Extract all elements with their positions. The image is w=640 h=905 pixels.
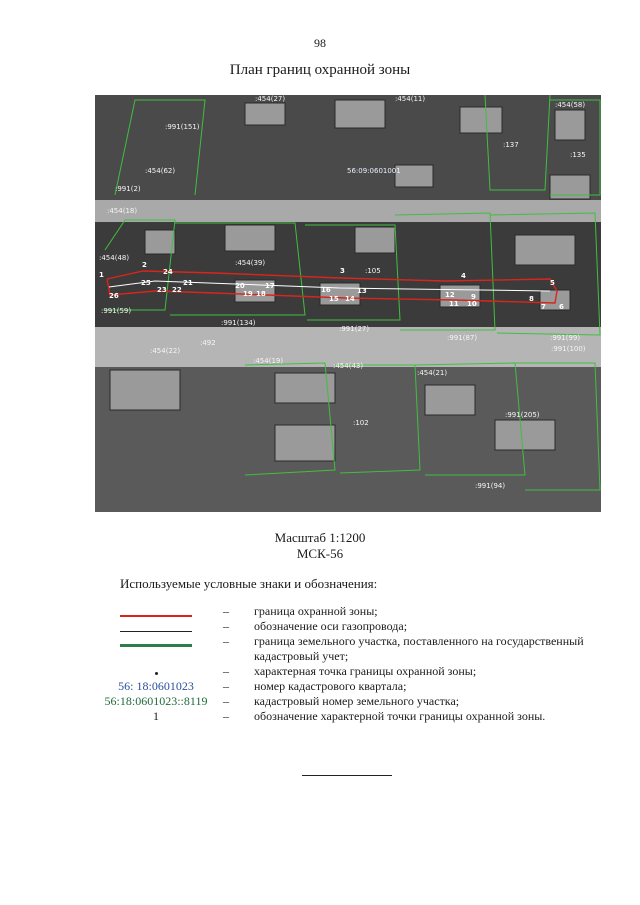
- parcel-label: :991(99): [550, 334, 581, 342]
- point-label: 11: [449, 300, 459, 308]
- legend-symbol-quarter: 56: 18:0601023: [118, 679, 194, 693]
- point-label: 19: [243, 290, 253, 298]
- point-label: 5: [550, 279, 555, 287]
- legend-row: [96, 619, 616, 634]
- legend-symbol-point-number: 1: [153, 709, 159, 723]
- parcel-label: :454(43): [333, 362, 364, 370]
- legend-dash: –: [223, 634, 229, 648]
- map-scale: [0, 530, 640, 562]
- legend-dash: –: [223, 694, 229, 708]
- parcel-label: :454(62): [145, 167, 176, 175]
- legend-row: [96, 634, 616, 664]
- parcel-label: :991(151): [165, 123, 200, 131]
- legend-symbol-boundary: [96, 604, 216, 619]
- parcel-label: :991(134): [221, 319, 256, 327]
- page-number: 98: [314, 36, 326, 50]
- point-label: 7: [541, 303, 546, 311]
- parcel-label: :454(58): [555, 101, 586, 109]
- point-label: 13: [357, 287, 367, 295]
- point-label: 9: [471, 293, 476, 301]
- parcel-label: :454(22): [150, 347, 181, 355]
- point-label: 24: [163, 268, 173, 276]
- legend-text: граница охранной зоны;: [254, 604, 378, 618]
- parcel-label: :135: [570, 151, 586, 159]
- legend-title: Используемые условные знаки и обозначения:: [120, 576, 378, 591]
- legend-row: [96, 709, 616, 724]
- parcel-label: :991(87): [447, 334, 478, 342]
- legend-text: обозначение характерной точки границы охранной зоны.: [254, 709, 546, 723]
- point-label: 21: [183, 279, 193, 287]
- point-label: 2: [142, 261, 147, 269]
- legend-text: обозначение оси газопровода;: [254, 619, 408, 633]
- point-label: 18: [256, 290, 266, 298]
- legend-dash: –: [223, 604, 229, 618]
- parcel-label: :492: [200, 339, 216, 347]
- point-label: 8: [529, 295, 534, 303]
- legend-dash: –: [223, 664, 229, 678]
- legend-row: [96, 664, 616, 679]
- legend-symbol-point: [96, 664, 216, 679]
- legend-symbol-parcel: [96, 634, 216, 649]
- legend-symbol-cadastral: 56:18:0601023::8119: [104, 694, 208, 708]
- parcel-label: :105: [365, 267, 381, 275]
- parcel-label: :454(19): [253, 357, 284, 365]
- parcel-label: :137: [503, 141, 519, 149]
- point-label: 14: [345, 295, 355, 303]
- parcel-label: :454(18): [107, 207, 138, 215]
- legend-text: характерная точка границы охранной зоны;: [254, 664, 477, 678]
- parcel-label: :454(11): [395, 95, 426, 103]
- scale-text: Масштаб 1:1200: [274, 530, 366, 545]
- legend-row: [96, 679, 616, 694]
- parcel-label: :991(27): [339, 325, 370, 333]
- point-label: 3: [340, 267, 345, 275]
- parcel-label: :991(100): [551, 345, 586, 353]
- legend-text: кадастровый номер земельного участка;: [254, 694, 460, 708]
- legend-dash: –: [223, 679, 229, 693]
- parcel-label: :454(27): [255, 95, 286, 103]
- legend-text: номер кадастрового квартала;: [254, 679, 407, 693]
- map-canvas: [95, 95, 601, 512]
- point-label: 15: [329, 295, 339, 303]
- legend-text: граница земельного участка, поставленного на государственный кадастровый учет;: [254, 634, 584, 663]
- point-label: 25: [141, 279, 151, 287]
- legend-symbol-axis: [96, 619, 216, 634]
- point-label: 17: [265, 282, 275, 290]
- aerial-map: [95, 95, 601, 512]
- point-label: 4: [461, 272, 466, 280]
- parcel-label: :102: [353, 419, 369, 427]
- legend-dash: –: [223, 619, 229, 633]
- crs-text: МСК-56: [296, 546, 344, 561]
- legend: [96, 604, 616, 724]
- parcel-label: :991(94): [475, 482, 506, 490]
- parcel-label: :991(2): [115, 185, 141, 193]
- point-label: 12: [445, 291, 455, 299]
- point-label: 23: [157, 286, 167, 294]
- legend-row: [96, 604, 616, 619]
- point-label: 1: [99, 271, 104, 279]
- parcel-label: :454(21): [417, 369, 448, 377]
- point-label: 6: [559, 303, 564, 311]
- page-title: План границ охранной зоны: [229, 62, 411, 78]
- parcel-label: :454(39): [235, 259, 266, 267]
- point-label: 20: [235, 282, 245, 290]
- footer-rule: [302, 775, 392, 776]
- parcel-label: :991(205): [505, 411, 540, 419]
- parcel-label: :991(59): [101, 307, 132, 315]
- legend-dash: –: [223, 709, 229, 723]
- point-label: 16: [321, 286, 331, 294]
- parcel-label: :454(48): [99, 254, 130, 262]
- point-label: 26: [109, 292, 119, 300]
- point-label: 10: [467, 300, 477, 308]
- legend-row: [96, 694, 616, 709]
- cadastral-quarter-label: 56:09:0601001: [347, 167, 401, 175]
- point-label: 22: [172, 286, 182, 294]
